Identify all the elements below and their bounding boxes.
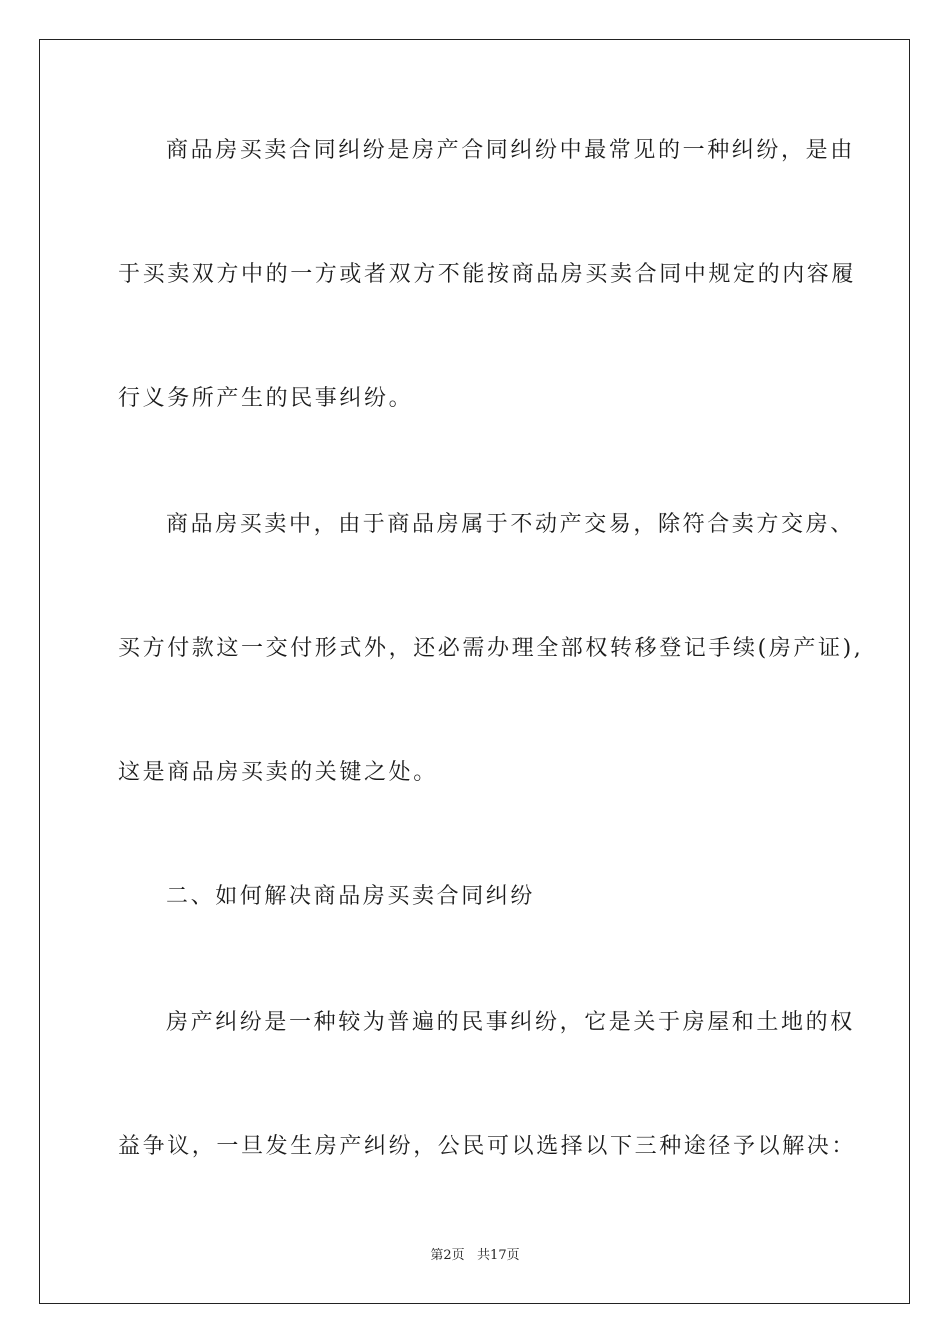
page-border [39,39,910,1304]
paragraph-line: 商品房买卖中，由于商品房属于不动产交易，除符合卖方交房、 [166,512,855,537]
section-heading: 二、如何解决商品房买卖合同纠纷 [166,884,536,909]
paragraph-line: 益争议，一旦发生房产纠纷，公民可以选择以下三种途径予以解决： [118,1134,857,1159]
paragraph-line: 于买卖双方中的一方或者双方不能按商品房买卖合同中规定的内容履 [118,262,857,287]
paragraph-line: 这是商品房买卖的关键之处。 [118,760,438,785]
page-number-footer: 第2页 共17页 [430,1248,520,1263]
paragraph-line: 买方付款这一交付形式外，还必需办理全部权转移登记手续(房产证), [118,636,864,661]
paragraph-line: 行义务所产生的民事纠纷。 [118,386,414,411]
paragraph-line: 商品房买卖合同纠纷是房产合同纠纷中最常见的一种纠纷，是由 [166,138,855,163]
paragraph-line: 房产纠纷是一种较为普遍的民事纠纷，它是关于房屋和土地的权 [166,1010,855,1035]
